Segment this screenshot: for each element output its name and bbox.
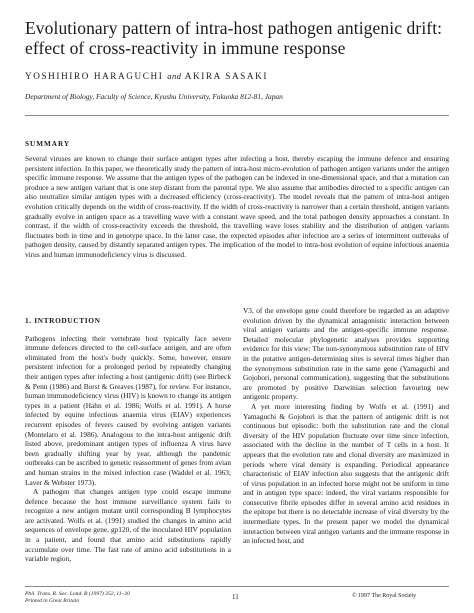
left-column [25, 316, 231, 564]
summary-heading: SUMMARY [25, 140, 71, 148]
section-introduction-heading: 1. INTRODUCTION [25, 316, 101, 325]
author-sasaki: AKIRA SASAKI [184, 71, 269, 81]
journal-citation: Phil. Trans. R. Soc. Lond. B (1997) 352, 11–20 [25, 591, 130, 597]
footer-citation [25, 591, 130, 605]
affiliation: Department of Biology, Faculty of Science, Kyushu University, Fukuoka 812-81, Japan [25, 92, 283, 101]
intro-paragraph-4: A yet more interesting finding by Wolfs et al. (1991) and Yamaguchi & Gojobori is that the pattern of antigenic drift is not continuous but episodic: both the substitution rate and the clonal diversity of the HIV population fluctuate over time since infection, associated with the decline in the number of T cells in a host. It appears that the evolution rate and clonal diversity are maximized in periods where viral density is expanding. Periodical appearance characteristic of EIAV infection also suggests that the antigenic drift of virus population in an infected horse might not be uniform in time and in antigen type space: indeed, the viral variants responsible for consecutive fibrile episodes differ in several amino acid residues in the epitope but there is no detectable increase of viral diversity by the intermediate types. In the present paper we model the dynamical interaction between viral antigen variants and the immune response in an infected host, and [243, 401, 449, 546]
copyright: © 1997 The Royal Society [352, 593, 417, 599]
printed-note: Printed in Great Britain [25, 598, 80, 604]
authors [25, 71, 268, 81]
right-column [243, 306, 449, 546]
footer-rule [25, 586, 449, 587]
intro-paragraph-2: A pathogen that changes antigen type could escape immune defence because the host immune surveillance system fails to recognize a new antigen mutant until corresponding B lymphocytes are activated. Wolfs et al. (1991) studied the changes in amino acid sequences of envelope gene, gp120, of the inoculated HIV population in a patient, and found that amino acid substitutions rapidly accumulate over time. The fast rate of amino acid substitutions in a variable region, [25, 487, 231, 564]
header-rule [25, 115, 449, 116]
summary-text: Several viruses are known to change their surface antigen types after infecting a host, thereby escaping the immune defence and ensuring persistent infection. In this paper, we theoretically study the pattern of intra-host micro-evolution of pathogen antigen variants under the antigen specific immune response. We assume that the antigen types of the pathogen can be indexed in one-dimensional space, and that a mutation can produce a new antigen variant that is one step distant from the parental type. We also assume that antibodies directed to a specific antigen can also neutralize similar antigen types with a decreased efficiency (cross-reactivity). The model reveals that the pattern of intra-host antigen evolution critically depends on the width of cross-reactivity. If the width of cross-reactivity is narrower than a certain threshold, antigen variants gradually evolve in antigen space as a travelling wave with a constant wave speed, and the total pathogen density approaches a constant. In contrast, if the width of cross-reactivity exceeds the threshold, the travelling wave loses stability and the distribution of antigen variants fluctuates both in time and in genotype space. In the latter case, the expected episodes after infection are a series of intermittent outbreaks of pathogen density, caused by distantly separated antigen types. The implication of the model to intra-host evolution of equine infectious anaemia virus and human immunodeficiency virus is discussed. [25, 154, 449, 259]
intro-paragraph-1: Pathogens infecting their vertebrate host typically face severe immune defences directed to the cell-surface antigen, and are often eliminated from the host's body quickly. Some, however, ensure persistent infection for a prolonged period by repeatedly changing their antigen types after infecting a host (antigenic drift) (see Birbeck & Penn (1986) and Borst & Greaves (1987), for review. For instance, human immunodeficiency virus (HIV) is known to change its antigen types in a patient (Hahn et al. 1986; Wolfs et al. 1991). A horse infected by equine infectious anaemia virus (EIAV) experiences recurrent episodes of fevers caused by evolving antigen variants (Montelaro et al. 1986). Analogous to the intra-host antigenic drift listed above, predominant antigen types of influenza A virus have been gradually shifting year by year, although the pandemic outbreaks can be ascribed to genetic reassortment of genes from avian and human strains in the mixed infection case (Waddel et al. 1963; Laver & Webster 1973). [25, 333, 231, 487]
author-conjunction: and [167, 71, 182, 81]
intro-paragraph-3: V3, of the envelope gene could therefore be regarded as an adaptive evolution driven by the dynamical antagonistic interaction between viral antigen variants and the antigen-specific immune response. Detailed molecular phylogenetic analyses provides supporting evidence for this view: The non-synonymous substitution rate of HIV in the putative antigen-determining sites is several times higher than the synonymous substitution rate in the same gene (Yamaguchi and Gojobori, personal communication), suggesting that the substitutions are promoted by positive Darwinian selection favouring new antigenic property. [243, 306, 449, 402]
page-number: 11 [232, 593, 239, 601]
author-haraguchi: YOSHIHIRO HARAGUCHI [25, 71, 164, 81]
paper-title: Evolutionary pattern of intra-host pathogen antigenic drift: effect of cross-reactivity in immune response [25, 18, 443, 58]
